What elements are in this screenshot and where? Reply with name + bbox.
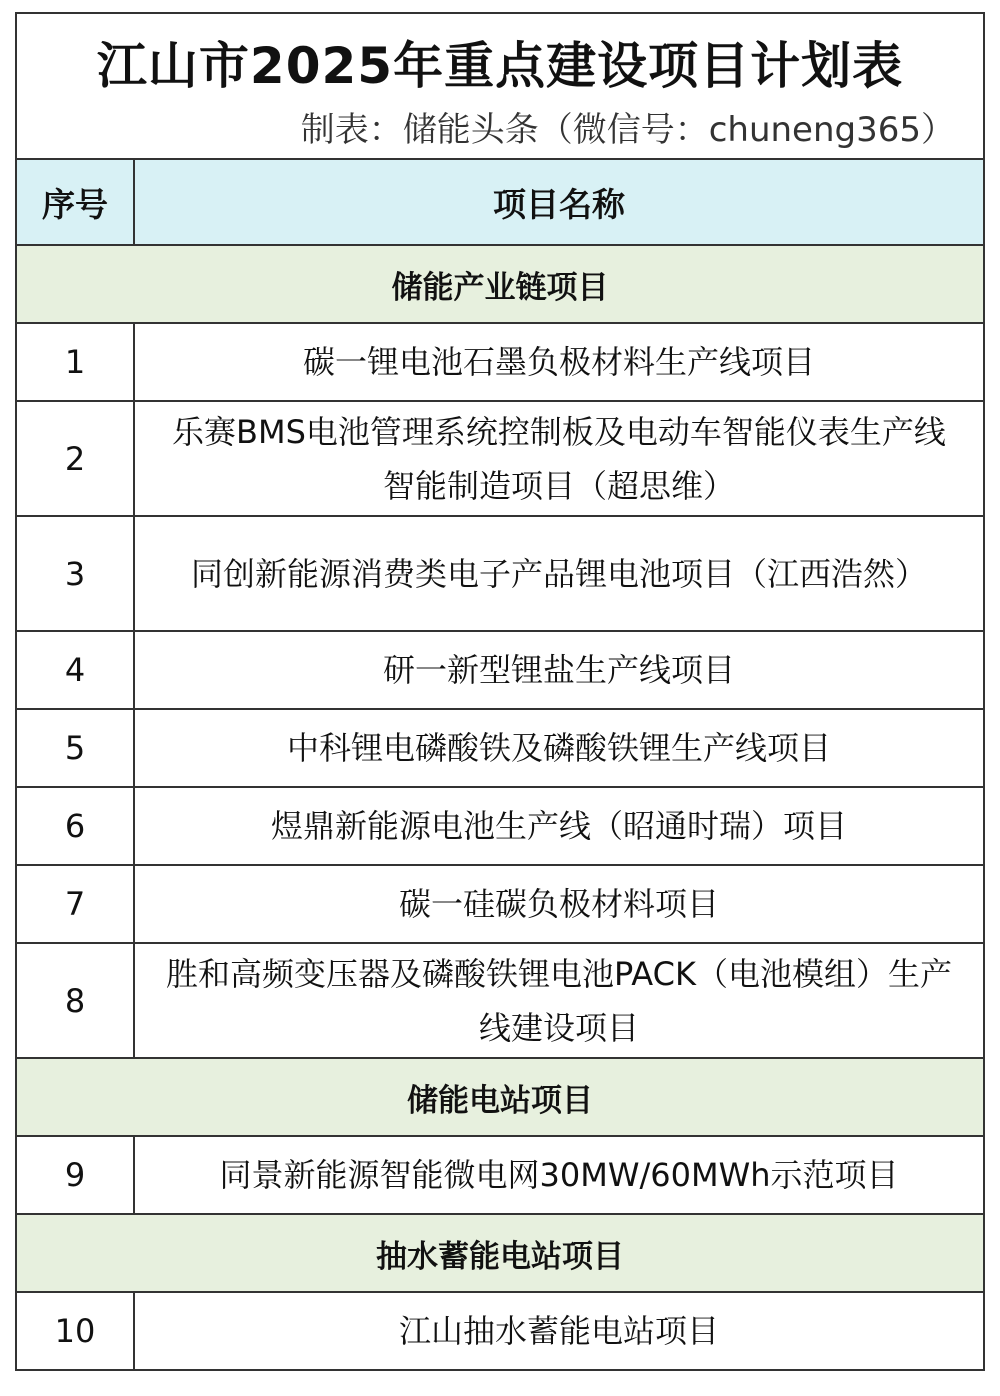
project-name: 同创新能源消费类电子产品锂电池项目（江西浩然）: [134, 516, 984, 631]
project-name: 胜和高频变压器及磷酸铁锂电池PACK（电池模组）生产线建设项目: [134, 943, 984, 1058]
table-row: [16, 943, 984, 1058]
table-row: [16, 709, 984, 787]
row-number: 7: [16, 865, 134, 943]
table-row: [16, 631, 984, 709]
row-number: 8: [16, 943, 134, 1058]
project-name: 江山抽水蓄能电站项目: [134, 1292, 984, 1370]
section-title: 抽水蓄能电站项目: [16, 1214, 984, 1292]
project-name: 碳一硅碳负极材料项目: [134, 865, 984, 943]
table-row: [16, 516, 984, 631]
row-number: 5: [16, 709, 134, 787]
row-number: 4: [16, 631, 134, 709]
title-row: [16, 13, 984, 159]
row-number: 9: [16, 1136, 134, 1214]
project-name: 乐赛BMS电池管理系统控制板及电动车智能仪表生产线智能制造项目（超思维）: [134, 401, 984, 516]
table-row: [16, 787, 984, 865]
project-plan-table: [15, 12, 985, 1371]
section-row: [16, 1214, 984, 1292]
table-row: [16, 323, 984, 401]
title-cell: [16, 13, 984, 159]
table-row: [16, 1292, 984, 1370]
row-number: 1: [16, 323, 134, 401]
table-row: [16, 865, 984, 943]
section-row: [16, 1058, 984, 1136]
section-row: [16, 245, 984, 323]
row-number: 3: [16, 516, 134, 631]
row-number: 6: [16, 787, 134, 865]
project-name: 同景新能源智能微电网30MW/60MWh示范项目: [134, 1136, 984, 1214]
project-name: 碳一锂电池石墨负极材料生产线项目: [134, 323, 984, 401]
project-name: 中科锂电磷酸铁及磷酸铁锂生产线项目: [134, 709, 984, 787]
project-name: 研一新型锂盐生产线项目: [134, 631, 984, 709]
header-row: [16, 159, 984, 245]
column-header-name: 项目名称: [134, 159, 984, 245]
table-row: [16, 1136, 984, 1214]
row-number: 2: [16, 401, 134, 516]
maker-credit: 制表：储能头条（微信号：chuneng365）: [300, 110, 955, 150]
column-header-no: 序号: [16, 159, 134, 245]
table-row: [16, 401, 984, 516]
section-title: 储能电站项目: [16, 1058, 984, 1136]
page-title: 江山市2025年重点建设项目计划表: [96, 37, 904, 95]
row-number: 10: [16, 1292, 134, 1370]
section-title: 储能产业链项目: [16, 245, 984, 323]
project-name: 煜鼎新能源电池生产线（昭通时瑞）项目: [134, 787, 984, 865]
